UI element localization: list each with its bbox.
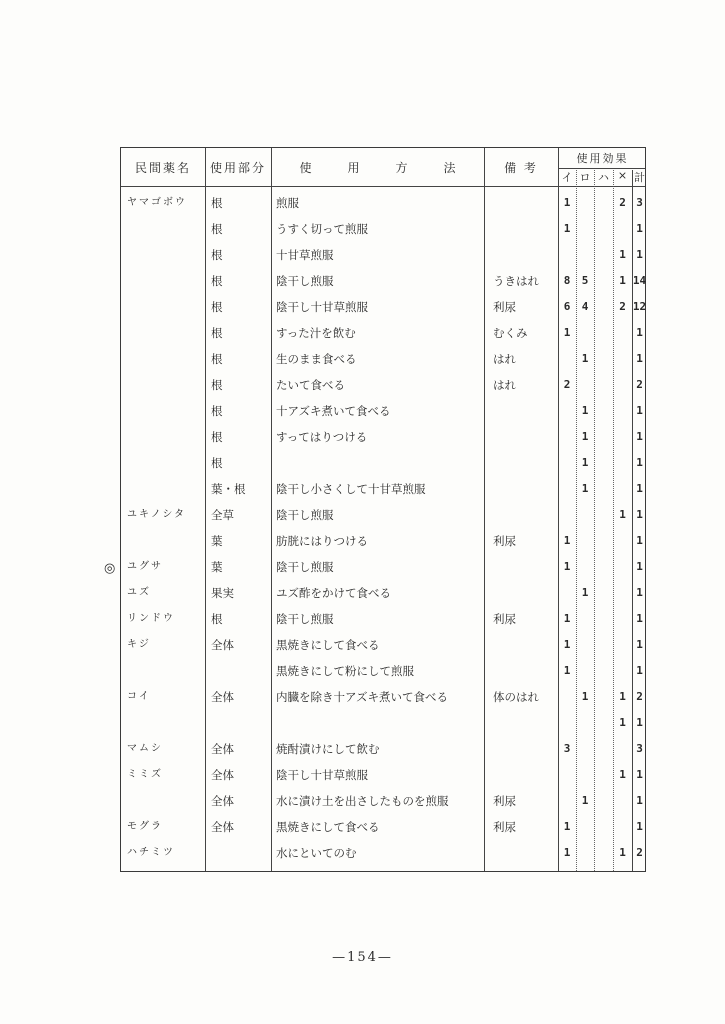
cell-i — [558, 762, 576, 788]
cell-x: 1 — [619, 274, 626, 287]
cell-ro — [576, 736, 594, 762]
table-row — [121, 840, 645, 866]
cell-method: 水にといてのむ — [276, 846, 357, 860]
cell-total: 1 — [636, 768, 643, 781]
cell-part: 根 — [211, 274, 223, 288]
cell-ro — [576, 814, 594, 840]
cell-ha — [594, 762, 613, 788]
cell-remark — [493, 450, 557, 476]
cell-x — [613, 814, 632, 840]
cell-i: 1 — [563, 196, 571, 209]
cell-remark — [493, 190, 557, 216]
table-row — [121, 814, 645, 840]
cell-i: 1 — [563, 664, 571, 677]
cell-total: 1 — [636, 248, 643, 261]
cell-name: キジ — [127, 639, 151, 650]
cell-name — [127, 320, 203, 346]
cell-method: 十甘草煎服 — [276, 248, 334, 262]
cell-x: 1 — [619, 768, 626, 781]
table-row — [121, 372, 645, 398]
table-row — [121, 242, 645, 268]
cell-x: 1 — [619, 690, 626, 703]
cell-part: 根 — [211, 404, 223, 418]
cell-total: 2 — [636, 690, 643, 703]
cell-total: 12 — [632, 300, 647, 313]
cell-x: 1 — [619, 508, 626, 521]
cell-ha — [594, 632, 613, 658]
cell-part: 根 — [211, 430, 223, 444]
header-part: 使用部分 — [209, 160, 266, 175]
cell-part: 全体 — [211, 638, 234, 652]
cell-name — [127, 528, 203, 554]
cell-ro: 1 — [581, 794, 589, 807]
cell-remark — [493, 216, 557, 242]
cell-part: 根 — [211, 326, 223, 340]
cell-method: 黒焼きにして食べる — [276, 638, 380, 652]
cell-name: ミミズ — [127, 769, 163, 780]
cell-total: 1 — [636, 326, 643, 339]
cell-name — [127, 710, 203, 736]
cell-remark — [493, 710, 557, 736]
cell-x — [613, 320, 632, 346]
cell-total: 1 — [636, 638, 643, 651]
cell-method: 陰干し煎服 — [276, 612, 334, 626]
cell-name: ハチミツ — [127, 847, 175, 858]
cell-method: すってはりつける — [276, 430, 368, 444]
cell-x: 1 — [619, 846, 626, 859]
cell-method: 陰干し十甘草煎服 — [276, 300, 368, 314]
cell-ro: 1 — [581, 352, 589, 365]
cell-remark: 利尿 — [493, 794, 516, 808]
cell-name — [127, 216, 203, 242]
cell-ha — [594, 658, 613, 684]
cell-ro — [576, 762, 594, 788]
cell-name — [127, 346, 203, 372]
table-row — [121, 554, 645, 580]
cell-name — [127, 424, 203, 450]
cell-ro — [576, 216, 594, 242]
cell-remark: 利尿 — [493, 300, 516, 314]
cell-name — [127, 450, 203, 476]
cell-total: 3 — [636, 196, 643, 209]
cell-remark — [493, 840, 557, 866]
header-effect-x: × — [617, 169, 628, 182]
cell-remark — [493, 398, 557, 424]
table-row — [121, 736, 645, 762]
cell-method: 肪胱にはりつける — [276, 534, 368, 548]
header-effect-ro: ロ — [579, 171, 591, 184]
cell-ro — [576, 190, 594, 216]
cell-ha — [594, 294, 613, 320]
cell-ha — [594, 554, 613, 580]
table-row — [121, 528, 645, 554]
cell-i — [558, 242, 576, 268]
cell-part — [211, 658, 271, 684]
cell-part: 全体 — [211, 690, 234, 704]
table-row — [121, 268, 645, 294]
cell-part: 根 — [211, 196, 223, 210]
cell-remark: うきはれ — [493, 274, 539, 288]
cell-ro — [576, 528, 594, 554]
cell-ha — [594, 372, 613, 398]
header-method-char: 方 — [395, 160, 408, 175]
cell-total: 1 — [636, 456, 643, 469]
cell-part: 葉・根 — [211, 482, 246, 496]
page-number: —154— — [332, 950, 393, 965]
cell-method: すった汁を飲む — [276, 326, 356, 340]
cell-method: 黒焼きにして食べる — [276, 820, 380, 834]
header-method-char: 法 — [443, 160, 456, 175]
cell-ro — [576, 710, 594, 736]
table-row — [121, 762, 645, 788]
cell-x: 2 — [619, 196, 626, 209]
table-row — [121, 398, 645, 424]
cell-ha — [594, 424, 613, 450]
cell-x — [613, 632, 632, 658]
cell-i — [558, 788, 576, 814]
header-effect-total: 計 — [634, 171, 645, 184]
cell-name: ユグサ — [127, 561, 163, 572]
cell-method: たいて食べる — [276, 378, 345, 392]
cell-remark — [493, 658, 557, 684]
cell-i — [558, 502, 576, 528]
cell-ha — [594, 190, 613, 216]
cell-x — [613, 476, 632, 502]
cell-ro — [576, 502, 594, 528]
cell-i — [558, 580, 576, 606]
cell-x — [613, 398, 632, 424]
cell-ha — [594, 450, 613, 476]
cell-i: 1 — [563, 222, 571, 235]
cell-name — [127, 788, 203, 814]
cell-name: マムシ — [127, 743, 163, 754]
cell-method: 陰干し十甘草煎服 — [276, 768, 368, 782]
table-row — [121, 346, 645, 372]
cell-method: 陰干し小さくして十甘草煎服 — [276, 482, 426, 496]
cell-total: 1 — [636, 404, 643, 417]
cell-remark: むくみ — [493, 326, 528, 340]
cell-part: 根 — [211, 456, 223, 470]
table-row — [121, 320, 645, 346]
cell-name — [127, 398, 203, 424]
cell-method: 焼酎漬けにして飲む — [276, 742, 380, 756]
circle-marker: ◎ — [104, 561, 116, 576]
cell-ha — [594, 528, 613, 554]
cell-part — [211, 840, 271, 866]
cell-total: 1 — [636, 352, 643, 365]
cell-remark: はれ — [493, 352, 516, 366]
cell-x — [613, 788, 632, 814]
cell-ro: 1 — [581, 482, 589, 495]
header-effect: 使用効果 — [576, 152, 629, 165]
cell-method: 十アズキ煮いて食べる — [276, 404, 391, 418]
table-row — [121, 580, 645, 606]
cell-method: 黒焼きにして粉にして煎服 — [276, 664, 414, 678]
cell-remark — [493, 502, 557, 528]
cell-i — [558, 346, 576, 372]
table-row — [121, 476, 645, 502]
cell-total: 1 — [636, 664, 643, 677]
cell-x — [613, 606, 632, 632]
cell-total: 1 — [636, 534, 643, 547]
cell-remark — [493, 580, 557, 606]
cell-i — [558, 710, 576, 736]
cell-i: 2 — [563, 378, 571, 391]
header-name: 民間薬名 — [134, 160, 191, 175]
cell-method: 陰干し煎服 — [276, 560, 334, 574]
table-row — [121, 788, 645, 814]
cell-i: 6 — [563, 300, 571, 313]
cell-total: 1 — [636, 508, 643, 521]
header-effect-i: イ — [561, 171, 573, 184]
cell-ha — [594, 242, 613, 268]
cell-name — [127, 268, 203, 294]
cell-name: リンドウ — [127, 613, 175, 624]
cell-x: 1 — [619, 716, 626, 729]
cell-name — [127, 242, 203, 268]
cell-x — [613, 554, 632, 580]
cell-total: 1 — [636, 560, 643, 573]
cell-ro — [576, 840, 594, 866]
cell-ro — [576, 606, 594, 632]
cell-total: 1 — [636, 612, 643, 625]
cell-part: 根 — [211, 612, 223, 626]
table-row — [121, 502, 645, 528]
cell-total: 1 — [636, 794, 643, 807]
cell-ha — [594, 320, 613, 346]
cell-part: 根 — [211, 300, 223, 314]
cell-remark: はれ — [493, 378, 516, 392]
cell-ha — [594, 216, 613, 242]
cell-x — [613, 580, 632, 606]
cell-name: ユズ — [127, 587, 151, 598]
cell-name — [127, 372, 203, 398]
cell-remark: 利尿 — [493, 820, 516, 834]
cell-method: 生のまま食べる — [276, 352, 357, 366]
cell-i: 1 — [563, 534, 571, 547]
cell-part: 全体 — [211, 820, 234, 834]
cell-ro — [576, 242, 594, 268]
cell-method — [276, 710, 482, 736]
cell-i: 1 — [563, 820, 571, 833]
cell-x — [613, 346, 632, 372]
cell-part: 全草 — [211, 508, 234, 522]
cell-part: 根 — [211, 248, 223, 262]
cell-remark: 利尿 — [493, 612, 516, 626]
cell-ro — [576, 372, 594, 398]
cell-i: 8 — [563, 274, 571, 287]
cell-i: 1 — [563, 560, 571, 573]
cell-ro: 4 — [581, 300, 589, 313]
cell-i: 1 — [563, 612, 571, 625]
cell-method — [276, 450, 482, 476]
cell-ha — [594, 398, 613, 424]
table-row — [121, 216, 645, 242]
cell-remark: 利尿 — [493, 534, 516, 548]
cell-method: 陰干し煎服 — [276, 274, 334, 288]
cell-ha — [594, 476, 613, 502]
cell-part: 全体 — [211, 742, 234, 756]
cell-part: 根 — [211, 352, 223, 366]
cell-ha — [594, 814, 613, 840]
cell-ro: 5 — [581, 274, 589, 287]
table-row — [121, 424, 645, 450]
cell-ro — [576, 658, 594, 684]
header-divider — [121, 186, 645, 187]
cell-name: ヤマゴボウ — [127, 197, 187, 208]
cell-total: 1 — [636, 222, 643, 235]
cell-remark — [493, 424, 557, 450]
cell-ha — [594, 736, 613, 762]
cell-x: 2 — [619, 300, 626, 313]
cell-method: 内臓を除き十アズキ煮いて食べる — [276, 690, 449, 704]
cell-i — [558, 476, 576, 502]
cell-i — [558, 684, 576, 710]
cell-total: 2 — [636, 846, 643, 859]
header-effect-ha: ハ — [598, 171, 609, 184]
cell-ha — [594, 606, 613, 632]
cell-method: 陰干し煎服 — [276, 508, 334, 522]
cell-ro — [576, 554, 594, 580]
remedy-table — [120, 147, 646, 872]
cell-x — [613, 372, 632, 398]
table-row — [121, 450, 645, 476]
table-row — [121, 190, 645, 216]
cell-total: 1 — [636, 716, 643, 729]
cell-name — [127, 476, 203, 502]
cell-part: 全体 — [211, 794, 234, 808]
cell-method: うすく切って煎服 — [276, 222, 368, 236]
cell-total: 2 — [636, 378, 643, 391]
cell-total: 1 — [636, 820, 643, 833]
cell-remark — [493, 476, 557, 502]
cell-ha — [594, 268, 613, 294]
cell-ha — [594, 346, 613, 372]
table-row — [121, 606, 645, 632]
cell-ha — [594, 502, 613, 528]
table-row — [121, 684, 645, 710]
cell-x — [613, 736, 632, 762]
cell-i: 1 — [563, 846, 571, 859]
cell-i: 1 — [563, 638, 571, 651]
cell-ro: 1 — [581, 404, 589, 417]
cell-ha — [594, 580, 613, 606]
table-row — [121, 710, 645, 736]
table-row — [121, 632, 645, 658]
cell-i — [558, 398, 576, 424]
cell-remark — [493, 242, 557, 268]
cell-remark — [493, 736, 557, 762]
header-method-char: 使 — [299, 160, 312, 175]
cell-name — [127, 294, 203, 320]
cell-ro — [576, 320, 594, 346]
cell-remark: 体のはれ — [493, 690, 539, 704]
cell-remark — [493, 632, 557, 658]
table-row — [121, 294, 645, 320]
cell-remark — [493, 554, 557, 580]
cell-part: 根 — [211, 378, 223, 392]
header-remarks: 備 考 — [504, 160, 538, 175]
cell-i: 1 — [563, 326, 571, 339]
cell-part: 果実 — [211, 586, 234, 600]
cell-method: ユズ酢をかけて食べる — [276, 586, 391, 600]
cell-x — [613, 528, 632, 554]
cell-total: 1 — [636, 482, 643, 495]
cell-total: 14 — [632, 274, 647, 287]
cell-part: 葉 — [211, 560, 223, 574]
cell-total: 1 — [636, 430, 643, 443]
cell-method: 煎服 — [276, 196, 299, 210]
cell-name: モグラ — [127, 821, 163, 832]
cell-ro: 1 — [581, 430, 589, 443]
cell-ro: 1 — [581, 456, 589, 469]
cell-name — [127, 658, 203, 684]
cell-name: コイ — [127, 691, 151, 702]
cell-i — [558, 424, 576, 450]
cell-ha — [594, 710, 613, 736]
cell-ha — [594, 788, 613, 814]
header-method-char: 用 — [347, 160, 360, 175]
cell-remark — [493, 762, 557, 788]
cell-ha — [594, 684, 613, 710]
cell-x: 1 — [619, 248, 626, 261]
header-method — [271, 148, 484, 186]
cell-i: 3 — [563, 742, 571, 755]
cell-part — [211, 710, 271, 736]
cell-total: 1 — [636, 586, 643, 599]
cell-ro: 1 — [581, 586, 589, 599]
cell-ha — [594, 840, 613, 866]
cell-x — [613, 450, 632, 476]
cell-i — [558, 450, 576, 476]
cell-ro — [576, 632, 594, 658]
cell-ro: 1 — [581, 690, 589, 703]
cell-name: ユキノシタ — [127, 509, 186, 520]
cell-method: 水に漬け土を出さしたものを煎服 — [276, 794, 449, 808]
cell-part: 根 — [211, 222, 223, 236]
table-row — [121, 658, 645, 684]
cell-x — [613, 424, 632, 450]
cell-x — [613, 658, 632, 684]
cell-x — [613, 216, 632, 242]
cell-part: 葉 — [211, 534, 223, 548]
cell-total: 3 — [636, 742, 643, 755]
cell-part: 全体 — [211, 768, 234, 782]
